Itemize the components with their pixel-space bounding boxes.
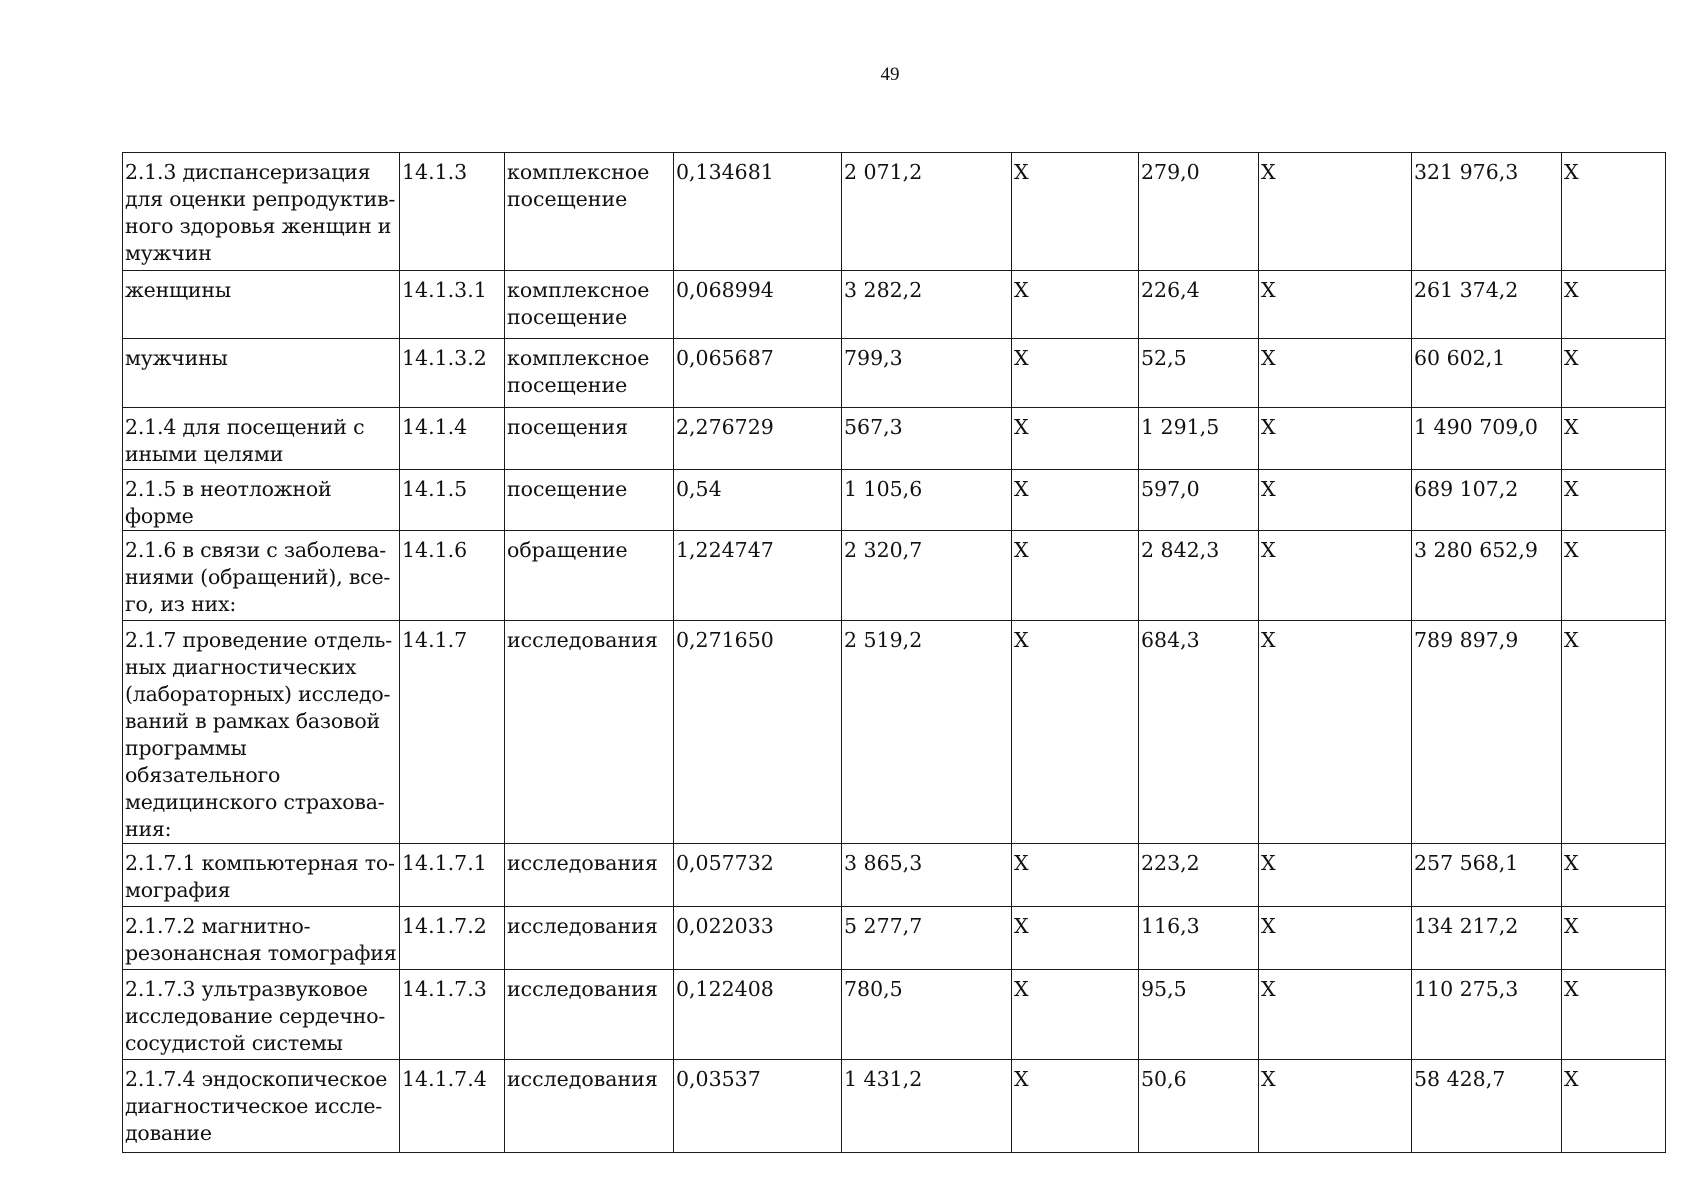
row-x-cell: X — [1259, 907, 1412, 970]
row-unit-cell: комплексное посещение — [505, 153, 674, 271]
row-sum-cell: 52,5 — [1139, 339, 1259, 408]
row-cost-cell: 780,5 — [842, 970, 1012, 1060]
row-unit-cell: исследования — [505, 907, 674, 970]
row-sum-cell: 60 602,1 — [1412, 339, 1562, 408]
page-number: 49 — [880, 64, 900, 85]
row-name-cell: 2.1.3 диспансеризация для оценки репродуктив-ного здоровья женщин и мужчин — [123, 153, 400, 271]
row-cost-cell: 1 431,2 — [842, 1060, 1012, 1153]
row-x-cell: X — [1259, 621, 1412, 844]
row-x-cell: X — [1012, 907, 1139, 970]
row-sum-cell: 226,4 — [1139, 271, 1259, 339]
table-row — [123, 531, 1666, 621]
row-cost-cell: 2 071,2 — [842, 153, 1012, 271]
row-x-cell: X — [1259, 339, 1412, 408]
row-name-cell: 2.1.4 для посещений с иными целями — [123, 408, 400, 470]
row-x-cell: X — [1562, 621, 1666, 844]
table-row — [123, 339, 1666, 408]
row-sum-cell: 3 280 652,9 — [1412, 531, 1562, 621]
row-x-cell: X — [1259, 531, 1412, 621]
row-name-cell: 2.1.7.1 компьютерная то-мография — [123, 844, 400, 907]
table-body — [123, 153, 1666, 1153]
row-sum-cell: 58 428,7 — [1412, 1060, 1562, 1153]
table-row — [123, 970, 1666, 1060]
row-unit-cell: исследования — [505, 621, 674, 844]
row-sum-cell: 684,3 — [1139, 621, 1259, 844]
row-sum-cell: 261 374,2 — [1412, 271, 1562, 339]
row-x-cell: X — [1012, 271, 1139, 339]
table-row — [123, 470, 1666, 531]
row-sum-cell: 50,6 — [1139, 1060, 1259, 1153]
row-code-cell: 14.1.5 — [400, 470, 505, 531]
row-unit-cell: исследования — [505, 970, 674, 1060]
row-code-cell: 14.1.3 — [400, 153, 505, 271]
row-name-cell: мужчины — [123, 339, 400, 408]
row-x-cell: X — [1259, 470, 1412, 531]
row-x-cell: X — [1259, 1060, 1412, 1153]
row-volume-cell: 0,03537 — [674, 1060, 842, 1153]
row-cost-cell: 2 320,7 — [842, 531, 1012, 621]
row-code-cell: 14.1.7 — [400, 621, 505, 844]
table-row — [123, 1060, 1666, 1153]
table-row — [123, 621, 1666, 844]
row-x-cell: X — [1562, 271, 1666, 339]
data-table — [122, 152, 1666, 1153]
row-code-cell: 14.1.3.1 — [400, 271, 505, 339]
row-sum-cell: 597,0 — [1139, 470, 1259, 531]
row-unit-cell: обращение — [505, 531, 674, 621]
row-x-cell: X — [1259, 408, 1412, 470]
row-code-cell: 14.1.6 — [400, 531, 505, 621]
row-x-cell: X — [1562, 531, 1666, 621]
table-row — [123, 844, 1666, 907]
row-x-cell: X — [1562, 1060, 1666, 1153]
row-sum-cell: 257 568,1 — [1412, 844, 1562, 907]
row-name-cell: 2.1.7 проведение отдель-ных диагностических (лабораторных) исследо-ваний в рамках базовой программы обязательного медицинского страхова-ния: — [123, 621, 400, 844]
row-x-cell: X — [1012, 470, 1139, 531]
row-x-cell: X — [1562, 470, 1666, 531]
row-sum-cell: 279,0 — [1139, 153, 1259, 271]
row-volume-cell: 0,122408 — [674, 970, 842, 1060]
row-x-cell: X — [1012, 970, 1139, 1060]
row-volume-cell: 0,022033 — [674, 907, 842, 970]
row-x-cell: X — [1012, 531, 1139, 621]
row-volume-cell: 0,271650 — [674, 621, 842, 844]
row-unit-cell: исследования — [505, 1060, 674, 1153]
row-cost-cell: 3 282,2 — [842, 271, 1012, 339]
row-sum-cell: 110 275,3 — [1412, 970, 1562, 1060]
row-volume-cell: 0,057732 — [674, 844, 842, 907]
row-volume-cell: 2,276729 — [674, 408, 842, 470]
row-name-cell: 2.1.6 в связи с заболева-ниями (обращений), все-го, из них: — [123, 531, 400, 621]
row-volume-cell: 0,065687 — [674, 339, 842, 408]
row-x-cell: X — [1259, 153, 1412, 271]
row-sum-cell: 1 291,5 — [1139, 408, 1259, 470]
row-volume-cell: 0,134681 — [674, 153, 842, 271]
row-code-cell: 14.1.4 — [400, 408, 505, 470]
row-cost-cell: 3 865,3 — [842, 844, 1012, 907]
row-code-cell: 14.1.7.1 — [400, 844, 505, 907]
row-x-cell: X — [1562, 408, 1666, 470]
row-code-cell: 14.1.3.2 — [400, 339, 505, 408]
row-unit-cell: посещения — [505, 408, 674, 470]
row-unit-cell: комплексное посещение — [505, 271, 674, 339]
row-unit-cell: исследования — [505, 844, 674, 907]
row-sum-cell: 95,5 — [1139, 970, 1259, 1060]
row-volume-cell: 1,224747 — [674, 531, 842, 621]
row-x-cell: X — [1012, 1060, 1139, 1153]
row-x-cell: X — [1562, 339, 1666, 408]
row-sum-cell: 689 107,2 — [1412, 470, 1562, 531]
row-unit-cell: комплексное посещение — [505, 339, 674, 408]
row-name-cell: 2.1.7.4 эндоскопическое диагностическое иссле-дование — [123, 1060, 400, 1153]
row-volume-cell: 0,54 — [674, 470, 842, 531]
table-row — [123, 271, 1666, 339]
row-sum-cell: 1 490 709,0 — [1412, 408, 1562, 470]
row-sum-cell: 789 897,9 — [1412, 621, 1562, 844]
row-cost-cell: 2 519,2 — [842, 621, 1012, 844]
row-name-cell: 2.1.5 в неотложной форме — [123, 470, 400, 531]
row-volume-cell: 0,068994 — [674, 271, 842, 339]
row-x-cell: X — [1012, 339, 1139, 408]
row-x-cell: X — [1259, 970, 1412, 1060]
row-sum-cell: 321 976,3 — [1412, 153, 1562, 271]
row-x-cell: X — [1012, 408, 1139, 470]
row-cost-cell: 567,3 — [842, 408, 1012, 470]
row-x-cell: X — [1562, 844, 1666, 907]
row-x-cell: X — [1562, 153, 1666, 271]
row-x-cell: X — [1012, 153, 1139, 271]
row-x-cell: X — [1562, 907, 1666, 970]
row-cost-cell: 1 105,6 — [842, 470, 1012, 531]
row-sum-cell: 134 217,2 — [1412, 907, 1562, 970]
row-x-cell: X — [1012, 621, 1139, 844]
row-code-cell: 14.1.7.4 — [400, 1060, 505, 1153]
table-row — [123, 153, 1666, 271]
row-sum-cell: 2 842,3 — [1139, 531, 1259, 621]
row-cost-cell: 799,3 — [842, 339, 1012, 408]
row-name-cell: 2.1.7.3 ультразвуковое исследование сердечно-сосудистой системы — [123, 970, 400, 1060]
row-sum-cell: 223,2 — [1139, 844, 1259, 907]
row-x-cell: X — [1259, 844, 1412, 907]
row-x-cell: X — [1562, 970, 1666, 1060]
row-unit-cell: посещение — [505, 470, 674, 531]
row-cost-cell: 5 277,7 — [842, 907, 1012, 970]
table-row — [123, 408, 1666, 470]
row-x-cell: X — [1259, 271, 1412, 339]
row-sum-cell: 116,3 — [1139, 907, 1259, 970]
row-x-cell: X — [1012, 844, 1139, 907]
row-code-cell: 14.1.7.3 — [400, 970, 505, 1060]
table-row — [123, 907, 1666, 970]
row-name-cell: 2.1.7.2 магнитно-резонансная томография — [123, 907, 400, 970]
row-code-cell: 14.1.7.2 — [400, 907, 505, 970]
row-name-cell: женщины — [123, 271, 400, 339]
